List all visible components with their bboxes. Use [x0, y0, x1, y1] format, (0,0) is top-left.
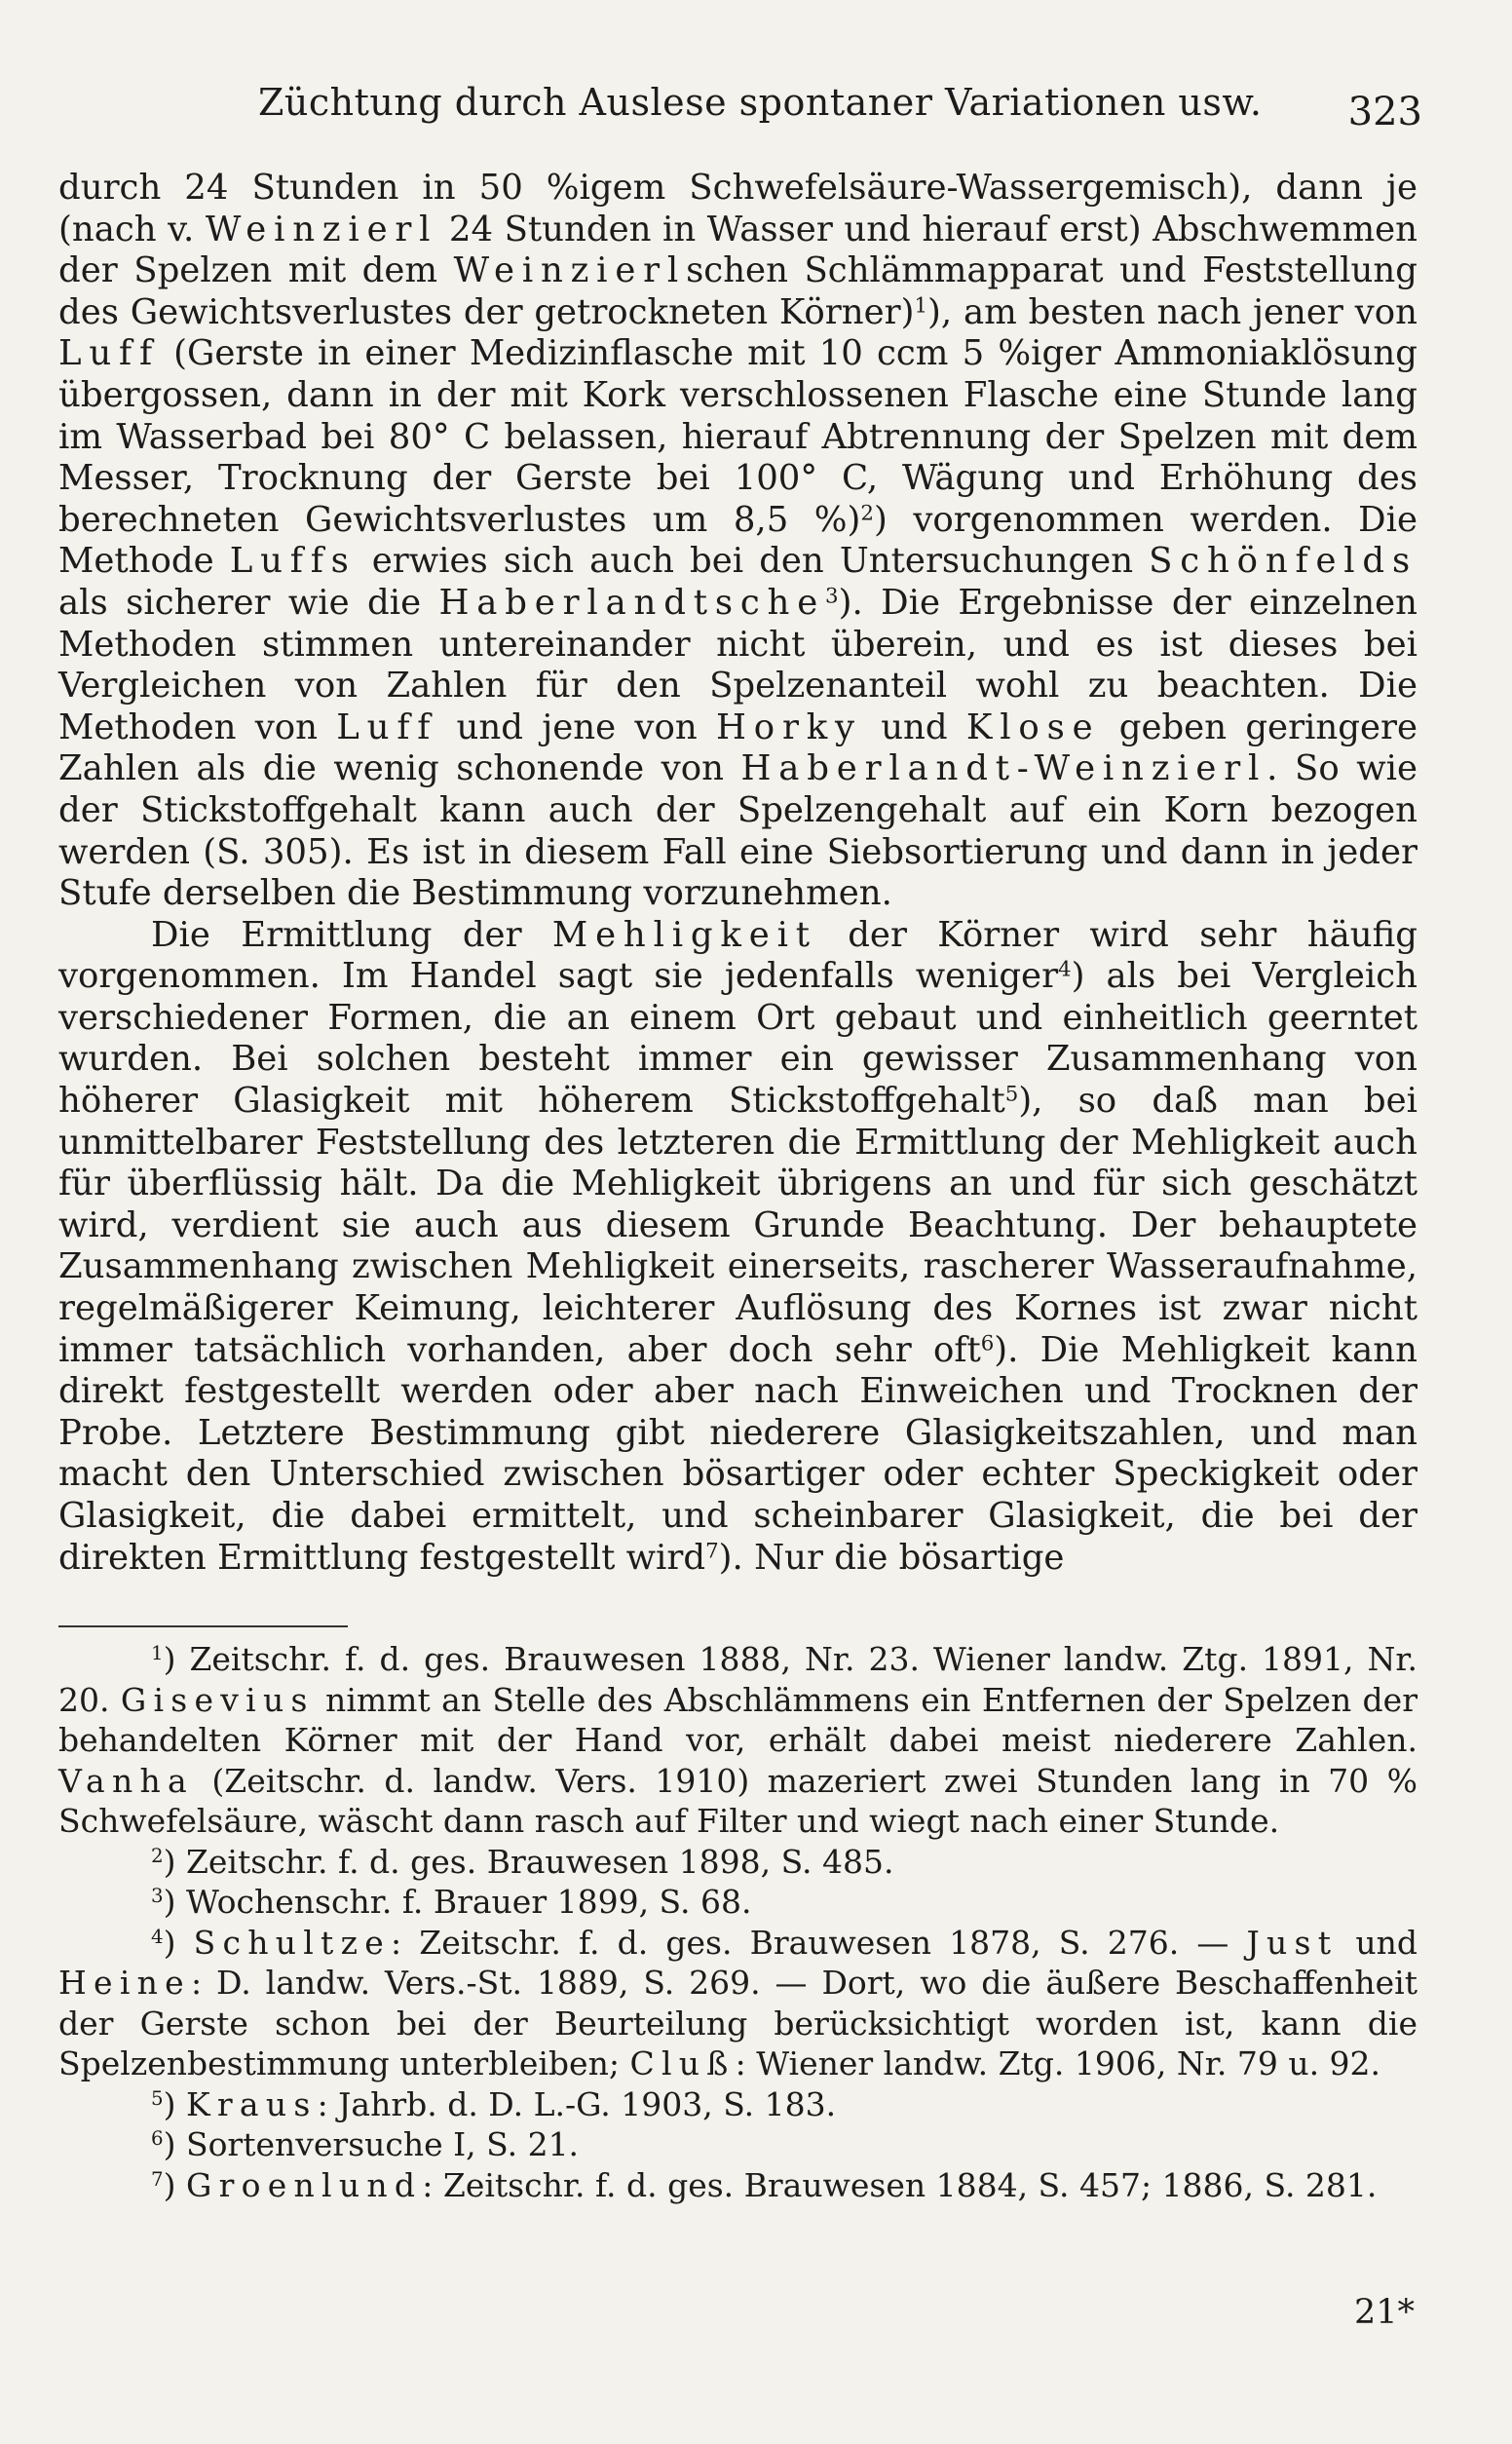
emphasis-term: Mehligkeit: [551, 914, 817, 955]
footnote-ref: 3: [825, 584, 839, 609]
author-name: Luff: [58, 333, 160, 374]
footnote-5: $^5$) Kraus: Jahrb. d. D. L.-G. 1903, S. 183.: [151, 2084, 837, 2123]
running-header: [258, 78, 1422, 136]
running-title: Züchtung durch Auslese spontaner Variationen usw.: [258, 81, 1263, 124]
paragraph-spelzen: durch 24 Stunden in 50 %igem Schwefelsäure-Wassergemisch), dann je (nach v. Weinzierl 24 Stunden in Wasser und hierauf erst) Abschwemmen der Spelzen mit dem Weinzierlschen Schlämmapparat und Feststellung des Gewichtsverlustes der getrockneten Körner)$^1$), am besten nach jener von Luff (Gerste in einer Medizinflasche mit 10 ccm 5 %iger Ammoniaklösung übergossen, dann in der mit Kork verschlossenen Flasche eine Stunde lang im Wasserbad bei 80° C belassen, hierauf Abtrennung der Spelzen mit dem Messer, Trocknung der Gerste bei 100° C, Wägung und Erhöhung des berechneten Gewichtsverlustes um 8,5 %)$^2$) vorgenommen werden. Die Methode Luffs erwies sich auch bei den Untersuchungen Schönfelds als sicherer wie die Haberlandtsche$^3$). Die Ergebnisse der einzelnen Methoden stimmen untereinander nicht überein, und es ist dieses bei Vergleichen von Zahlen für den Spelzenanteil wohl zu beachten. Die Methoden von Luff und jene von Horky und Klose geben geringere Zahlen als die wenig schonende von Haberlandt-Weinzierl. So wie der Stickstoffgehalt kann auch der Spelzengehalt auf ein Korn bezogen werden (S. 305). Es ist in diesem Fall eine Siebsortierung und dann in jeder Stufe derselben die Bestimmung vorzunehmen.: [58, 168, 1418, 914]
author-name: Haberlandt-Weinzierl: [740, 748, 1267, 789]
author-name: Cluß: [629, 2044, 736, 2082]
footnote-2: $^2$) Zeitschr. f. d. ges. Brauwesen 1898, S. 485.: [151, 1842, 894, 1881]
footnote-1: $^1$) Zeitschr. f. d. ges. Brauwesen 1888, Nr. 23. Wiener landw. Ztg. 1891, Nr. 20. Gisevius nimmt an Stelle des Abschlämmens ein Entfernen der Spelzen der behandelten Körner mit der Hand vor, erhält dabei meist niederere Zahlen. Vanha (Zeitschr. d. landw. Vers. 1910) mazeriert zwei Stunden lang in 70 % Schwefelsäure, wäscht dann rasch auf Filter und wiegt nach einer Stunde.: [58, 1640, 1418, 1840]
author-name: Kraus: [185, 2084, 318, 2123]
footnote-ref: 7: [705, 1538, 719, 1563]
footnote-ref: 2: [860, 501, 874, 526]
footnote-6: $^6$) Sortenversuche I, S. 21.: [151, 2125, 580, 2163]
page-number: 323: [1347, 90, 1422, 134]
author-name: Schultze: [193, 1923, 392, 1962]
author-name: Just: [1246, 1923, 1339, 1962]
main-text: [58, 168, 1418, 1579]
footnote-ref: 5: [1004, 1082, 1019, 1107]
author-name: Luff: [336, 706, 438, 747]
footnote-ref: 1: [914, 293, 928, 319]
footnote-ref: 6: [980, 1330, 995, 1356]
author-name: Luffs: [229, 541, 357, 582]
footnote-divider: [58, 1625, 348, 1627]
footnote-4: $^4$) Schultze: Zeitschr. f. d. ges. Brauwesen 1878, S. 276. — Just und Heine: D. landw. Vers.-St. 1889, S. 269. — Dort, wo die äußere Beschaffenheit der Gerste schon bei der Beurteilung berücksichtigt worden ist, kann die Spelzenbestimmung unterbleiben; Cluß: Wiener landw. Ztg. 1906, Nr. 79 u. 92.: [58, 1923, 1418, 2082]
author-name: Horky: [716, 706, 862, 747]
paragraph-mehligkeit: Die Ermittlung der Mehligkeit der Körner wird sehr häufig vorgenommen. Im Handel sagt sie jedenfalls weniger$^4$) als bei Vergleich verschiedener Formen, die an einem Ort gebaut und einheitlich geerntet wurden. Bei solchen besteht immer ein gewisser Zusammenhang von höherer Glasigkeit mit höherem Stickstoffgehalt$^5$), so daß man bei unmittelbarer Feststellung des letzteren die Ermittlung der Mehligkeit auch für überflüssig hält. Da die Mehligkeit übrigens an und für sich geschätzt wird, verdient sie auch aus diesem Grunde Beachtung. Der behauptete Zusammenhang zwischen Mehligkeit einerseits, rascherer Wasseraufnahme, regelmäßigerer Keimung, leichterer Auflösung des Kornes ist zwar nicht immer tatsächlich vorhanden, aber doch sehr oft$^6$). Die Mehligkeit kann direkt festgestellt werden oder aber nach Einweichen und Trocknen der Probe. Letztere Bestimmung gibt niederere Glasigkeitszahlen, und man macht den Unterschied zwischen bösartiger oder echter Speckigkeit oder Glasigkeit, die dabei ermittelt, und scheinbarer Glasigkeit, die bei der direkten Ermittlung festgestellt wird$^7$). Nur die bösartige: [58, 914, 1418, 1578]
author-name: Groenlund: [185, 2165, 423, 2204]
author-name: Gisevius: [120, 1680, 315, 1719]
printer-signature: 21*: [1353, 2293, 1415, 2332]
footnote-7: $^7$) Groenlund: Zeitschr. f. d. ges. Brauwesen 1884, S. 457; 1886, S. 281.: [151, 2165, 1378, 2204]
author-name: Vanha: [58, 1761, 194, 1800]
author-name: Schönfelds: [1149, 541, 1418, 582]
author-name: Klose: [965, 706, 1101, 747]
footnote-3: $^3$) Wochenschr. f. Brauer 1899, S. 68.: [151, 1883, 752, 1921]
author-name: Weinzierl: [453, 250, 687, 291]
footnote-ref: 4: [1058, 957, 1072, 982]
author-name: Haberlandtsche: [438, 582, 826, 623]
footnotes: [58, 1639, 1418, 2205]
author-name: Heine: [58, 1964, 191, 2002]
author-name: Weinzierl: [205, 209, 438, 249]
